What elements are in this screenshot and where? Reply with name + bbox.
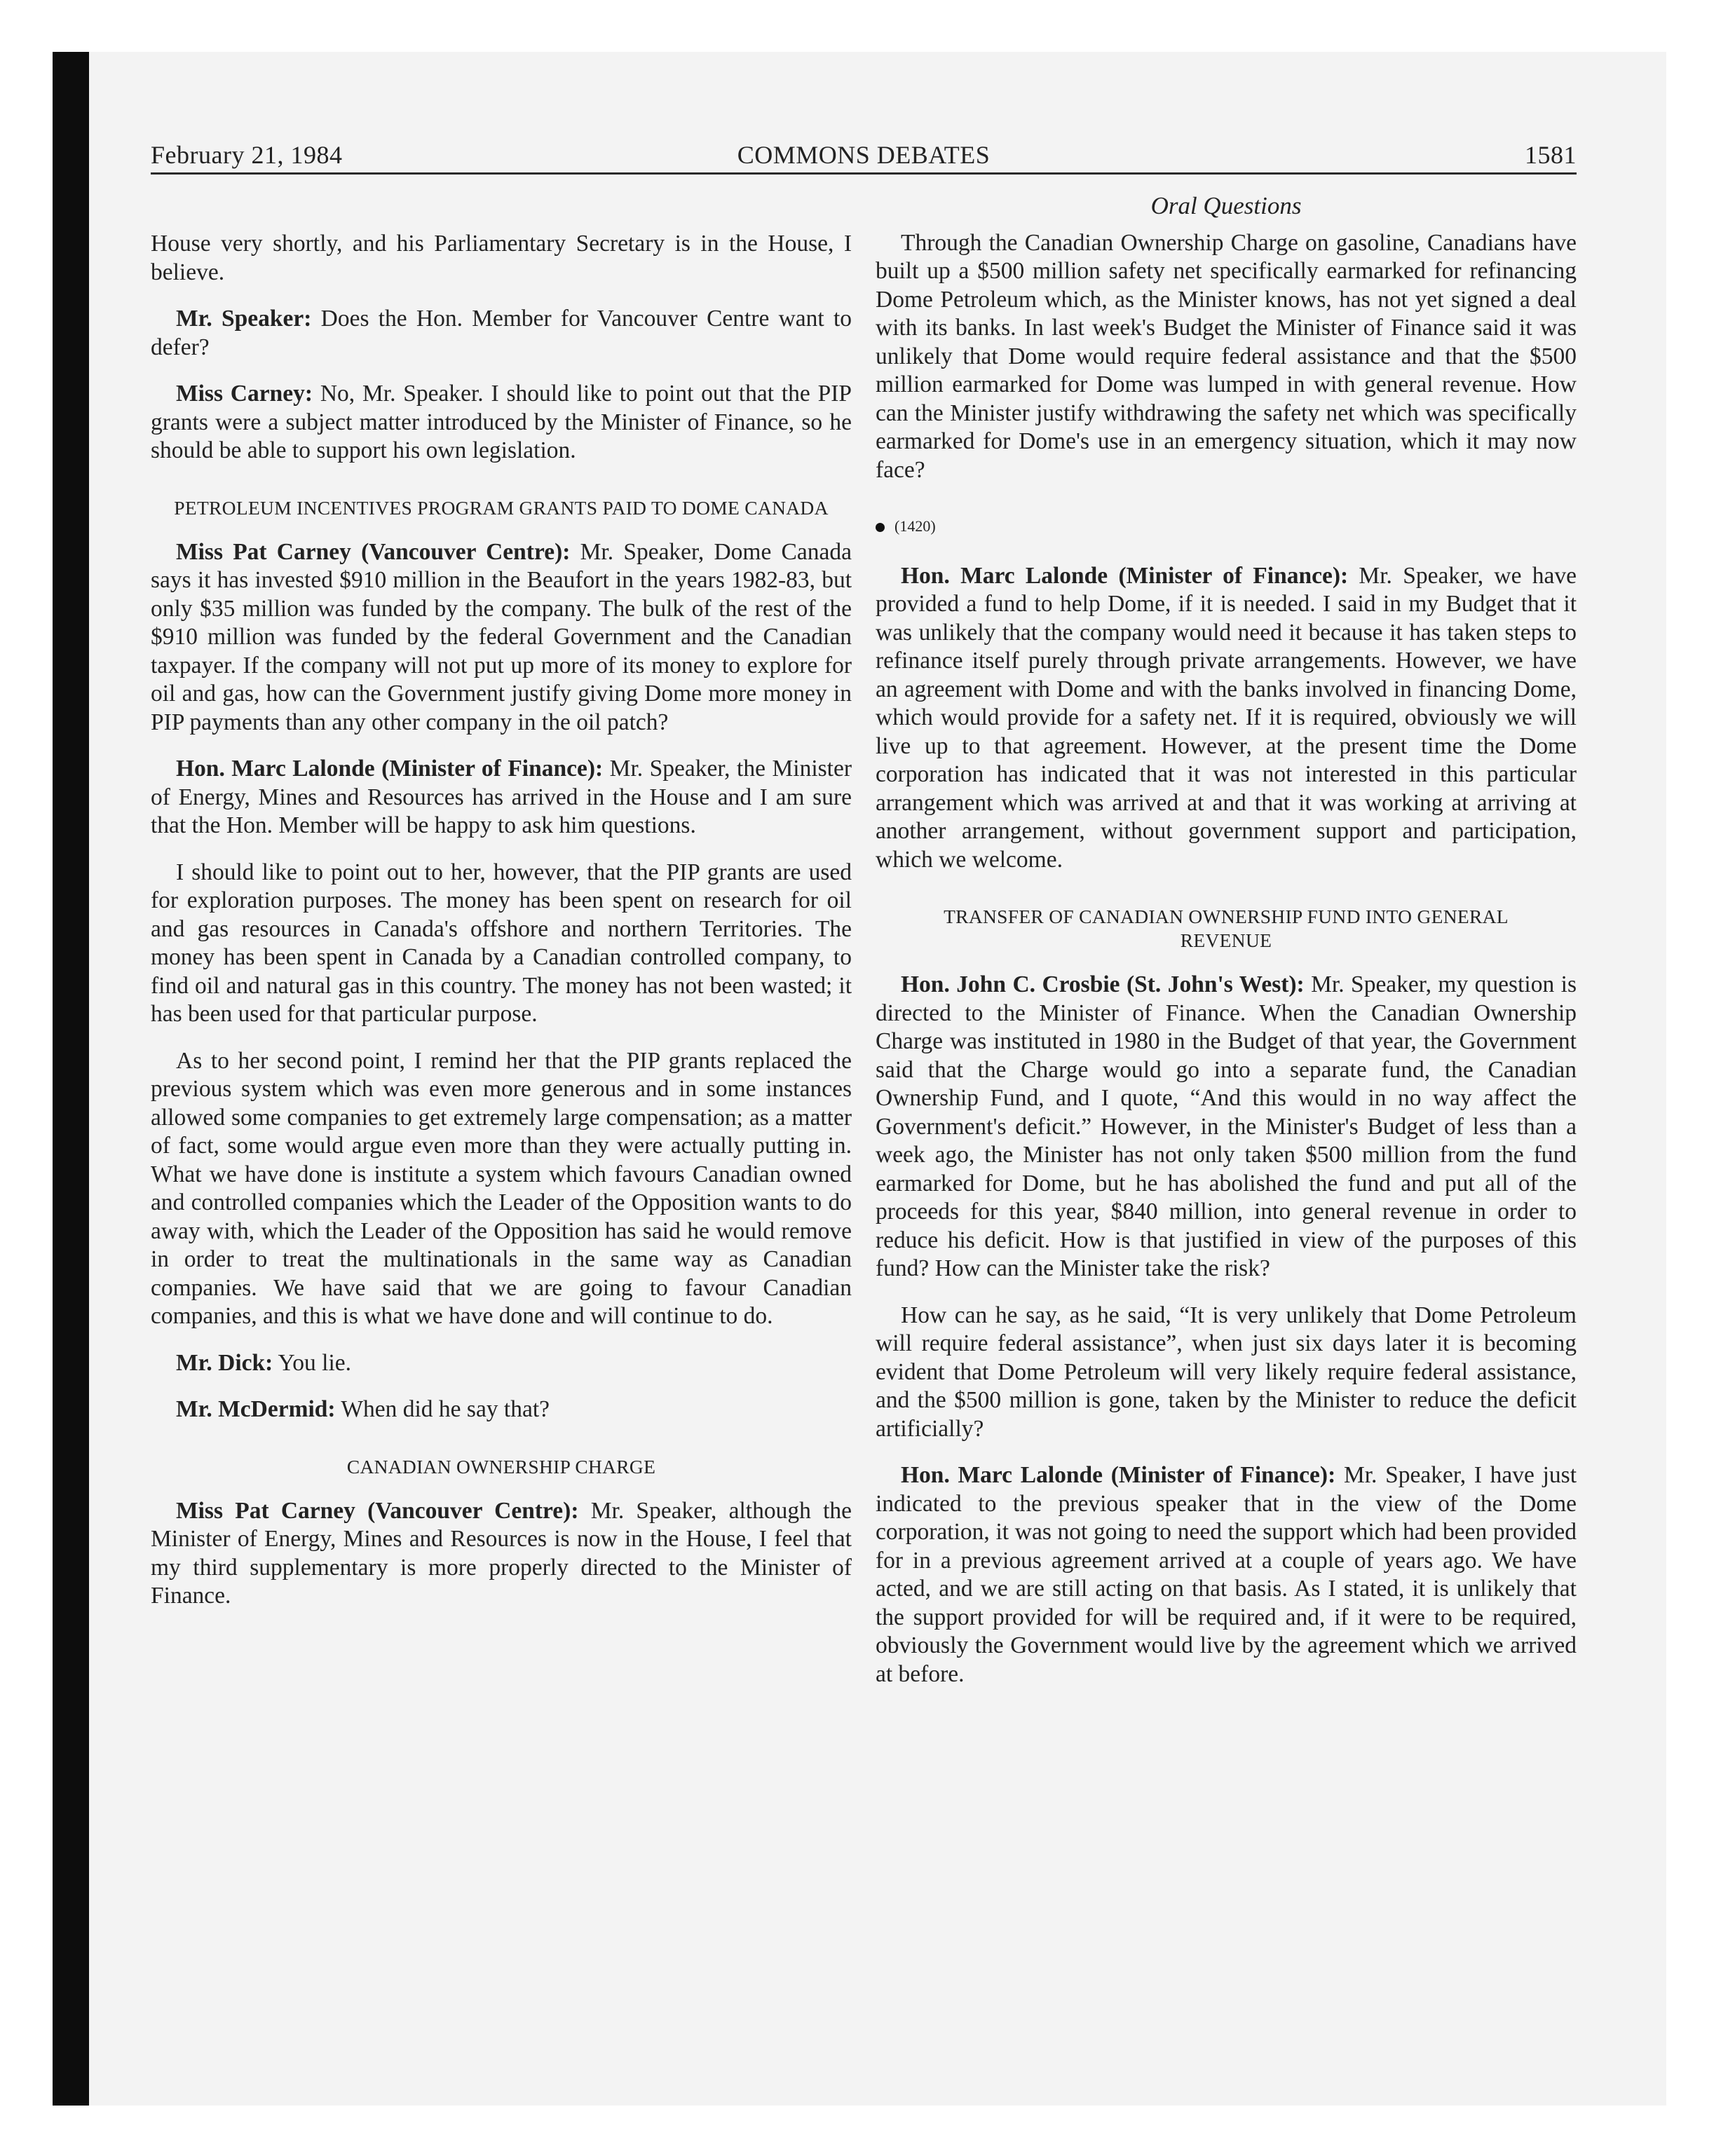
header-title: COMMONS DEBATES — [737, 141, 991, 169]
paragraph — [151, 1396, 852, 1424]
speech-text: Does the Hon. Member for Vancouver Centre want to defer? — [151, 306, 852, 360]
speaker-name: Hon. John C. Crosbie (St. John's West): — [901, 971, 1305, 997]
speaker-name: Mr. McDermid: — [176, 1396, 336, 1422]
speech-text: Mr. Speaker, we have provided a fund to help Dome, if it is needed. I said in my Budget that it was unlikely that the company would need it because it has taken steps to refinance itself purely through private arrangements. However, we have an agreement with Dome and with the banks involved in financing Dome, which would provide for a safety net. If it is required, obviously we will live up to that agreement. However, at the present time the Dome corporation has indicated that it was not interested in this particular arrangement which was arrived at and that it was working at arriving at another arrangement, without government support and participation, which we welcome. — [876, 562, 1577, 873]
left-column — [151, 230, 852, 1629]
header-page-number: 1581 — [1525, 141, 1577, 169]
time-marker — [876, 512, 1577, 541]
paragraph — [876, 1461, 1577, 1688]
speaker-name: Hon. Marc Lalonde (Minister of Finance): — [901, 1462, 1336, 1488]
section-heading: CANADIAN OWNERSHIP CHARGE — [346, 1455, 656, 1478]
speaker-name: Miss Carney: — [176, 381, 313, 407]
paragraph — [876, 971, 1577, 1283]
paragraph — [151, 1497, 852, 1611]
scan-margin — [0, 0, 53, 2156]
paragraph — [151, 305, 852, 362]
speaker-name: Hon. Marc Lalonde (Minister of Finance): — [176, 756, 604, 782]
paragraph: Through the Canadian Ownership Charge on gasoline, Canadians have built up a $500 million safety net specifically earmarked for refinancing Dome Petroleum which, as the Minister knows, has not yet signed a deal with its banks. In last week's Budget the Minister of Finance said it was unlikely that Dome would require federal assistance and that the $500 million earmarked for Dome was lumped in with general revenue. How can the Minister justify withdrawing the safety net which was specifically earmarked for Dome's use in an emergency situation, which it may now face? — [876, 229, 1577, 483]
paragraph: House very shortly, and his Parliamentary Secretary is in the House, I believe. — [151, 231, 852, 285]
speech-text: Mr. Speaker, although the Minister of Energy, Mines and Resources is now in the House, I feel that my third supplementary is more properly directed to the Minister of Finance. — [151, 1497, 852, 1609]
header-date: February 21, 1984 — [151, 141, 343, 169]
paragraph — [151, 538, 852, 737]
bullet-icon — [876, 523, 885, 532]
paragraph: How can he say, as he said, “It is very unlikely that Dome Petroleum will require federal assistance”, when just six days later it is becoming evident that Dome Petroleum will very likely require federal assistance, and the $500 million is gone, taken by the Minister to reduce the deficit artificially? — [876, 1302, 1577, 1442]
paragraph: As to her second point, I remind her that the PIP grants replaced the previous system which was even more generous and in some instances allowed some companies to get extremely large compensation; as a matter of fact, some would argue even more than they were actually putting in. What we have done is institute a system which favours Canadian owned and controlled companies which the Leader of the Opposition wants to do away with, which the Leader of the Opposition has said he would remove in order to treat the multinationals in the same way as Canadian companies. We have said that we are going to favour Canadian companies, and this is what we have done and will continue to do. — [151, 1047, 852, 1329]
speech-text: Mr. Speaker, my question is directed to the Minister of Finance. When the Canadian Ownership Charge was instituted in 1980 in the Budget of that year, the Government said that the Charge would go into a separate fund, the Canadian Ownership Fund, and I quote, “And this would in no way affect the Government's deficit.” However, in the Minister's Budget of less than a week ago, the Minister has not only taken $500 million from the fund earmarked for Dome, but he has abolished the fund and put all of the proceeds for this year, $840 million, into general revenue in order to reduce his deficit. How is that justified in view of the purposes of this fund? How can the Minister take the risk? — [876, 971, 1577, 1281]
section-heading: PETROLEUM INCENTIVES PROGRAM GRANTS PAID TO DOME CANADA — [174, 496, 829, 519]
speech-text: No, Mr. Speaker. I should like to point out that the PIP grants were a subject matter introduced by the Minister of Finance, so he should be able to support his own legislation. — [151, 381, 852, 463]
speaker-name: Hon. Marc Lalonde (Minister of Finance): — [901, 562, 1349, 589]
document-page — [89, 52, 1666, 2106]
speech-text: Mr. Speaker, I have just indicated to the previous speaker that in the view of the Dome corporation, it was not going to need the support which had been provided for in a previous agreement arrived at a couple of years ago. We have acted, and we are still acting on that basis. As I stated, it is unlikely that the support provided for will be required and, if it were to be required, obviously the Government would live by the agreement which we arrived at before. — [876, 1462, 1577, 1687]
time-marker-text: (1420) — [894, 517, 936, 535]
paragraph — [151, 1349, 852, 1378]
paragraph — [151, 380, 852, 465]
speech-text: Mr. Speaker, the Minister of Energy, Mines and Resources has arrived in the House and I am sure that the Hon. Member will be happy to ask him questions. — [151, 756, 852, 838]
page-header — [151, 139, 1577, 175]
speaker-name: Miss Pat Carney (Vancouver Centre): — [176, 538, 571, 565]
right-column — [876, 192, 1577, 1707]
paragraph — [151, 755, 852, 840]
paragraph — [876, 562, 1577, 875]
speaker-name: Miss Pat Carney (Vancouver Centre): — [176, 1497, 579, 1524]
scan-black-border — [53, 52, 89, 2106]
speaker-name: Mr. Speaker: — [176, 306, 312, 332]
paragraph: I should like to point out to her, however, that the PIP grants are used for exploration purposes. The money has been spent on research for oil and gas resources in Canada's offshore and northern Territories. The money has been spent in Canada by a Canadian controlled company, to find oil and natural gas in this country. The money has not been wasted; it has been used for that particular purpose. — [151, 859, 852, 1027]
section-heading: TRANSFER OF CANADIAN OWNERSHIP FUND INTO GENERAL REVENUE — [944, 906, 1509, 951]
speech-text: You lie. — [273, 1349, 352, 1376]
speech-text: Mr. Speaker, Dome Canada says it has invested $910 million in the Beaufort in the years 1982-83, but only $35 million was funded by the company. The bulk of the rest of the $910 million was funded by the federal Government and the Canadian taxpayer. If the company will not put up more of its money to explore for oil and gas, how can the Government justify giving Dome more money in PIP payments than any other company in the oil patch? — [151, 538, 852, 735]
speech-text: When did he say that? — [335, 1396, 550, 1422]
speaker-name: Mr. Dick: — [176, 1349, 273, 1376]
section-label: Oral Questions — [1150, 192, 1302, 219]
